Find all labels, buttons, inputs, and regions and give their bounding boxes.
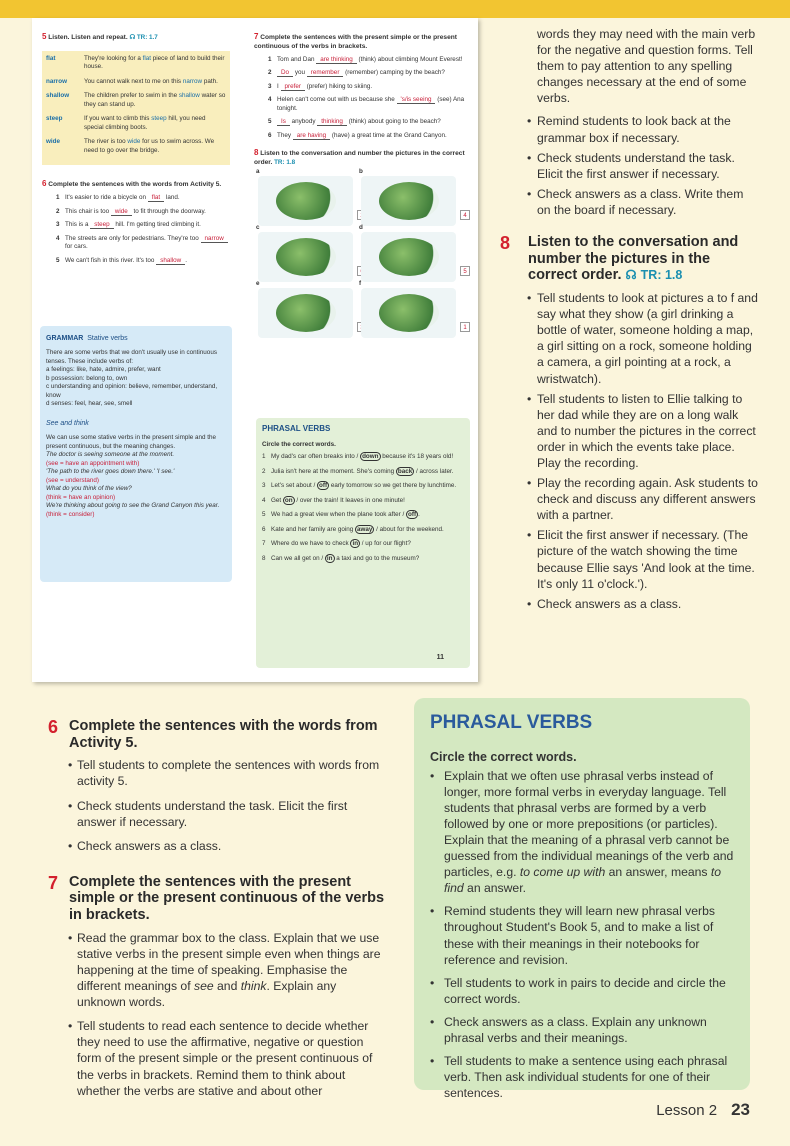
grammar-list-item: a feelings: like, hate, admire, prefer, want <box>46 366 161 374</box>
grammar-list-item: d senses: feel, hear, see, smell <box>46 400 133 408</box>
sb-phrasal-instruction: Circle the correct words. <box>262 440 336 448</box>
phrasal-circled: in <box>326 554 333 562</box>
vocab-def-highlight: steep <box>151 115 167 123</box>
ex7-post: (prefer) hiking to skiing. <box>306 82 373 90</box>
phrasal-verbs-subtitle: Circle the correct words. <box>430 750 577 765</box>
ex7-sentence <box>268 132 469 141</box>
phrasal-a: Where do we have to check <box>271 540 351 548</box>
sb-ex8-header <box>254 148 469 168</box>
picture-illustration <box>379 182 439 220</box>
phrasal-sentence <box>262 497 464 506</box>
vocab-word: wide <box>46 138 60 146</box>
sb-grammar-box <box>40 326 232 582</box>
ex6-sentence <box>56 235 232 252</box>
ex6-post: . <box>185 256 187 264</box>
vocab-def-post: piece of land to build their house. <box>84 54 225 71</box>
phrasal-circled: down <box>362 453 379 461</box>
vocab-definition <box>84 138 226 155</box>
sb-ex5-title: Listen. Listen and repeat. <box>48 34 128 41</box>
sb-grammar-subtitle: Stative verbs <box>87 335 128 342</box>
phrasal-d: because it's 18 years old! <box>380 453 454 461</box>
ex7-sentence <box>268 118 469 127</box>
page-number: 23 <box>731 1100 750 1119</box>
section-8-track: TR: 1.8 <box>640 268 683 283</box>
picture-illustration <box>276 238 336 276</box>
sb-phrasal-sentences <box>262 453 464 563</box>
phrasal-circled: off <box>319 482 328 490</box>
ex7-text <box>277 56 462 65</box>
ex6-text <box>65 221 201 230</box>
picture-answer-box: 1 <box>460 322 470 332</box>
phrasal-a: We had a great view when the plane took <box>271 511 389 519</box>
sb-grammar-ex1: The doctor is seeing someone at the moment. <box>46 451 175 459</box>
phrasal-circled: in <box>352 540 359 548</box>
ex6-answer: shallow <box>156 257 185 265</box>
ex6-answer: steep <box>90 221 113 229</box>
sb-ex8-track: TR: 1.8 <box>274 159 296 167</box>
ex6-pre: We can't fish in this river. It's too <box>65 256 157 264</box>
lesson-label: Lesson 2 <box>656 1102 718 1119</box>
section-6-bullets <box>48 757 388 853</box>
continued-bullet: • Remind students to look back at the grammar box if necessary. <box>500 113 760 145</box>
picture-label: f <box>359 280 362 288</box>
teacher-notes-bottom-left <box>48 718 388 1107</box>
phrasal-a: Julia isn't here at the moment. She's coming <box>271 467 396 475</box>
section-6-bullet: • Check answers as a class. <box>48 838 388 854</box>
ex7-answer: Is <box>277 118 290 126</box>
ex7-num: 4 <box>268 96 272 104</box>
sb-ex7-sentences <box>254 56 469 141</box>
continued-bullet: • Check answers as a class. Write them on the board if necessary. <box>500 186 760 218</box>
section-7-bullet-2: • Tell students to read each sentence to decide whether they need to use the affirmative, negative or question form of the present simple or the present continuous of the verbs in brackets. Remind them to think about whether the verbs are stative and about other <box>48 1018 388 1098</box>
vocab-def-highlight: narrow <box>182 77 203 85</box>
ex7-text <box>277 83 372 92</box>
sb-ex6-header <box>42 179 232 190</box>
phrasal-sentence <box>262 540 464 549</box>
ex7-text <box>277 96 469 113</box>
vocab-def-pre: If you want to climb this <box>84 115 152 123</box>
phrasal-circled: on <box>284 496 293 504</box>
headphones-icon: ☊ <box>625 268 637 283</box>
phrasal-d: a taxi and go to the museum? <box>334 554 420 562</box>
ex7-answer-2: remember <box>307 69 344 77</box>
vocab-definition <box>84 78 226 87</box>
phrasal-circled: away <box>357 525 373 533</box>
phrasal-sentence <box>262 468 464 477</box>
teacher-notes-right <box>500 26 760 616</box>
phrasal-b: into / <box>344 453 361 461</box>
sb-page-number: 11 <box>436 653 444 661</box>
vocab-def-pre: The river is too <box>84 138 128 146</box>
phrasal-a: My dad's car often breaks <box>271 453 345 461</box>
phrasal-verbs-bullet: • Remind students they will learn new phrasal verbs throughout Student's Book 5, and to make a list of these with their meanings in their notebooks for reference and revision. <box>430 903 734 967</box>
phrasal-circled: off <box>408 511 417 519</box>
ex6-text <box>65 208 206 217</box>
phrasal-verbs-box <box>414 698 750 1101</box>
section-8-bullets <box>500 290 760 612</box>
page-footer <box>656 1100 750 1120</box>
sb-grammar-label: GRAMMAR <box>46 335 84 342</box>
phrasal-d: early tomorrow so we get there by lunchtime. <box>329 482 457 490</box>
sb-grammar-ex1b: (see = have an appointment with) <box>46 459 140 467</box>
ex7-pre: They <box>277 131 291 139</box>
phrasal-num: 5 <box>262 511 266 519</box>
picture-a <box>256 168 353 226</box>
vocab-def-post: hill, you need special climbing boots. <box>84 115 206 131</box>
ex7-text <box>277 118 441 127</box>
phrasal-verbs-bullet: • Tell students to work in pairs to decide and circle the correct words. <box>430 975 734 1007</box>
sb-ex5-header <box>42 32 232 43</box>
ex7-pre: I <box>277 82 279 90</box>
sb-ex7-header <box>254 32 469 52</box>
vocab-def-highlight: wide <box>127 138 141 146</box>
vocab-definition <box>84 92 226 109</box>
section-8-heading <box>500 234 760 284</box>
section-6-heading <box>48 718 388 751</box>
ex7-sentence <box>268 83 469 92</box>
ex6-num: 1 <box>56 194 60 202</box>
vocab-def-post: water so they can stand up. <box>84 92 226 108</box>
picture-answer-box: 4 <box>460 210 470 220</box>
sb-vocab-box <box>42 51 230 166</box>
ex7-answer: are thinking <box>316 56 357 64</box>
continued-text: words they may need with the main verb for the negative and question forms. Tell them to pay attention to any spelling changes necessary at the end of some verbs. <box>537 27 756 106</box>
phrasal-text <box>271 453 453 462</box>
phrasal-num: 6 <box>262 525 266 533</box>
ex7-num: 5 <box>268 118 272 126</box>
section-8-bullet: • Elicit the first answer if necessary. (The picture of the watch showing the time because Ellie says 'And look at the time. It's only 11 o'clock.'). <box>500 527 760 591</box>
picture-label: a <box>256 168 260 176</box>
section-7-heading <box>48 874 388 924</box>
ex6-answer: flat <box>148 194 164 202</box>
phrasal-a: Get <box>271 496 283 504</box>
phrasal-a: Kate and her family are going <box>271 525 356 533</box>
vocab-word: narrow <box>46 77 67 85</box>
sb-ex8-title: Listen to the conversation and number the pictures in the correct order. <box>254 150 465 167</box>
section-8-title <box>528 234 760 284</box>
sb-ex7-number: 7 <box>254 32 259 41</box>
phrasal-d: / about for the weekend. <box>374 525 444 533</box>
ex7-answer: are having <box>293 132 330 140</box>
ex7-sentence <box>268 69 469 78</box>
vocab-def-pre: You cannot walk next to me on this <box>84 77 183 85</box>
sb-phrasal-box <box>256 418 470 668</box>
picture-d <box>359 224 467 282</box>
phrasal-sentence <box>262 482 464 491</box>
ex7-num: 1 <box>268 55 272 63</box>
phrasal-sentence <box>262 555 464 564</box>
vocab-word: steep <box>46 115 63 123</box>
ex7-pre: Tom and Dan <box>277 55 315 63</box>
pv-b1-it2: to find <box>444 865 722 896</box>
sb-ex6-number: 6 <box>42 179 47 189</box>
phrasal-b: about / <box>296 482 318 490</box>
picture-label: b <box>359 168 363 176</box>
phrasal-verbs-bullet-1 <box>430 768 734 897</box>
section-8-bullet: • Check answers as a class. <box>500 596 760 612</box>
vocab-row <box>46 55 226 72</box>
vocab-def-pre: They're looking for a <box>84 54 143 62</box>
phrasal-verbs-bullet: • Check answers as a class. Explain any unknown phrasal verbs and their meanings. <box>430 1014 734 1046</box>
sb-grammar-list <box>46 366 226 409</box>
ex6-sentence <box>56 221 232 230</box>
ex7-answer: prefer <box>281 83 305 91</box>
ex6-text <box>65 194 180 203</box>
phrasal-verbs-bullet: • Tell students to make a sentence using each phrasal verb. Then ask individual students for one of their sentences. <box>430 1053 734 1101</box>
continued-bullets <box>500 113 760 218</box>
vocab-def-highlight: flat <box>142 54 152 62</box>
headphones-icon: ☊ <box>129 34 136 41</box>
phrasal-sentence <box>262 511 464 520</box>
ex7-num: 3 <box>268 82 272 90</box>
section-7-bullets <box>48 930 388 1099</box>
picture-illustration <box>379 294 439 332</box>
picture-label: e <box>256 280 260 288</box>
phrasal-d: / across later. <box>414 467 454 475</box>
vocab-row <box>46 115 226 132</box>
section-7-title: Complete the sentences with the present simple or the present continuous of the verbs in brackets. <box>69 873 385 924</box>
picture-c <box>256 224 353 282</box>
phrasal-num: 2 <box>262 467 266 475</box>
phrasal-text <box>271 511 420 520</box>
phrasal-a: Let's set <box>271 482 297 490</box>
ex7-post: (think) about climbing Mount Everest! <box>358 55 463 63</box>
sb-right-column <box>254 32 469 338</box>
sb-grammar-ex4b: (think = consider) <box>46 510 95 518</box>
section-7-number: 7 <box>48 872 59 893</box>
sb-grammar-body: We can use some stative verbs in the present simple and the present continuous, but the meaning changes. <box>46 434 216 450</box>
vocab-definition <box>84 115 226 132</box>
ex6-pre: This is a <box>65 221 91 229</box>
student-book-page <box>32 18 478 682</box>
phrasal-sentence <box>262 526 464 535</box>
ex7-answer: Do <box>277 69 293 77</box>
ex7-post: you <box>294 69 305 77</box>
ex6-num: 5 <box>56 256 60 264</box>
sb-grammar-title <box>46 334 226 343</box>
phrasal-num: 3 <box>262 482 266 490</box>
ex6-text <box>65 257 187 266</box>
phrasal-d: / over the train! It leaves in one minute! <box>294 496 405 504</box>
sb-ex7-title: Complete the sentences with the present simple or the present continuous of the verbs in brackets. <box>254 34 457 50</box>
section-8-bullet: • Play the recording again. Ask students to check and discuss any different answers with a partner. <box>500 475 760 523</box>
phrasal-text <box>271 497 405 506</box>
section-8-number: 8 <box>500 233 511 254</box>
picture-e <box>256 280 353 338</box>
sb-ex8-number: 8 <box>254 148 259 158</box>
picture-b <box>359 168 467 226</box>
ex7-answer: 's/is seeing <box>397 96 436 104</box>
picture-label: c <box>256 224 260 232</box>
vocab-definition <box>84 55 226 72</box>
section-6-title: Complete the sentences with the words from Activity 5. <box>69 718 378 751</box>
phrasal-b: after / <box>388 511 407 519</box>
ex7-num: 6 <box>268 131 272 139</box>
ex6-pre: It's easier to ride a bicycle on <box>65 194 148 202</box>
ex7-pre: Helen can't come out with us because she <box>277 96 395 104</box>
ex6-pre: The streets are only for pedestrians. They're too <box>65 234 201 242</box>
sb-grammar-ex3: What do you think of the view? <box>46 485 132 493</box>
sb-grammar-ex3b: (think = have an opinion) <box>46 493 116 501</box>
pv-b1-mid: an answer, means <box>605 865 711 880</box>
sb-grammar-sub: See and think <box>46 419 89 427</box>
phrasal-verbs-bullets <box>430 768 734 1102</box>
pv-b1-it1: to come up with <box>519 865 606 880</box>
phrasal-d: / up for our flight? <box>360 540 411 548</box>
picture-label: d <box>359 224 363 232</box>
picture-illustration <box>276 294 336 332</box>
ex7-num: 2 <box>268 69 272 77</box>
phrasal-circled: back <box>397 467 413 475</box>
phrasal-num: 8 <box>262 554 266 562</box>
ex6-answer: narrow <box>201 235 228 243</box>
section-8-bullet: • Tell students to look at pictures a to f and say what they show (a girl drinking a bottle of water, someone holding a map, a girl sitting on a rock, someone holding a camera, a girl pointing at a rock, a wristwatch). <box>500 290 760 387</box>
grammar-list-item: b possession: belong to, own <box>46 374 128 382</box>
section-8-title-text: Listen to the conversation and number the pictures in the correct order. <box>528 234 739 284</box>
grammar-list-item: c understanding and opinion: believe, remember, understand, know <box>46 383 218 399</box>
ex6-num: 2 <box>56 207 60 215</box>
picture-answer-box: 5 <box>460 266 470 276</box>
ex6-post: for cars. <box>65 243 88 251</box>
ex6-pre: This chair is too <box>65 207 111 215</box>
sb-grammar-ex2: 'The path to the river goes down there.' 'I see.' <box>46 468 175 476</box>
s7-b1-think: think <box>240 979 267 994</box>
ex6-post: hill. I'm getting tired climbing it. <box>113 221 201 229</box>
sb-left-column <box>42 32 232 270</box>
pv-b1-post: an answer. <box>463 881 526 896</box>
ex7-post: (see) Ana tonight. <box>277 96 465 112</box>
picture-illustration <box>379 238 439 276</box>
ex6-text <box>65 235 232 252</box>
vocab-def-highlight: shallow <box>178 92 200 100</box>
ex7-answer-2: thinking <box>317 118 347 126</box>
sb-ex6-sentences <box>42 194 232 265</box>
vocab-row <box>46 92 226 109</box>
section-6-bullet: • Tell students to complete the sentences with words from activity 5. <box>48 757 388 789</box>
ex7-sentence <box>268 56 469 65</box>
picture-f <box>359 280 467 338</box>
phrasal-num: 4 <box>262 496 266 504</box>
picture-illustration <box>276 182 336 220</box>
phrasal-text <box>271 468 453 477</box>
ex6-sentence <box>56 257 232 266</box>
vocab-row <box>46 78 226 87</box>
phrasal-sentence <box>262 453 464 462</box>
s7-b1-pre: Read the grammar box to the class. Explain that we use stative verbs in the present simple even when things are happening at the time of speaking. Emphasise the different meanings of <box>77 930 381 994</box>
phrasal-a: Can we all get on / <box>271 554 325 562</box>
vocab-word: flat <box>46 54 56 62</box>
sb-ex8-pictures <box>254 168 469 338</box>
phrasal-text <box>271 526 444 535</box>
vocab-def-pre: The children prefer to swim in the <box>84 92 179 100</box>
phrasal-text <box>271 555 419 564</box>
phrasal-text <box>271 482 456 491</box>
section-8-bullet: • Tell students to listen to Ellie talking to her dad while they are on a long walk and to number the pictures in the correct order in which the events take place. Play the recording. <box>500 391 760 471</box>
s7-b1-see: see <box>193 979 214 994</box>
phrasal-verbs-title: PHRASAL VERBS <box>430 712 593 733</box>
ex6-sentence <box>56 208 232 217</box>
phrasal-num: 7 <box>262 540 266 548</box>
pv-b1-pre: Explain that we often use phrasal verbs instead of longer, more formal verbs in everyday language. Tell students that phrasal verbs are formed by a verb followed by one or more prepositions (or particles). Explain that the meaning of a phrasal verb cannot be guessed from the individual meanings of the verb and particles, e.g. <box>444 768 734 880</box>
phrasal-num: 1 <box>262 453 266 461</box>
ex6-answer: wide <box>111 208 132 216</box>
ex6-num: 4 <box>56 234 60 242</box>
sb-ex5-track: TR: 1.7 <box>136 34 158 41</box>
ex6-post: to fit through the doorway. <box>131 207 206 215</box>
ex6-post: land. <box>164 194 180 202</box>
continued-bullet: • Check students understand the task. Elicit the first answer if necessary. <box>500 150 760 182</box>
vocab-word: shallow <box>46 92 70 100</box>
sb-grammar-intro: There are some verbs that we don't usually use in continuous tenses. These include verbs of: <box>46 349 217 365</box>
phrasal-d: . <box>418 511 420 519</box>
section-6-bullet: • Check students understand the task. Elicit the first answer if necessary. <box>48 798 388 830</box>
ex6-sentence <box>56 194 232 203</box>
section-7-bullet-1 <box>48 930 388 1010</box>
s7-b1-and: and <box>213 979 241 994</box>
s7-b1-post: . Explain any unknown words. <box>77 979 337 1010</box>
top-color-bar <box>0 0 790 18</box>
ex7-post: anybody <box>291 118 316 126</box>
sb-ex6-title: Complete the sentences with the words from Activity 5. <box>48 181 222 189</box>
ex7-post: (have) a great time at the Grand Canyon. <box>331 131 447 139</box>
ex7-post-2: (remember) camping by the beach? <box>345 69 445 77</box>
sb-ex5-number: 5 <box>42 32 47 41</box>
phrasal-text <box>271 540 411 549</box>
vocab-def-post: path. <box>202 77 218 85</box>
ex7-text <box>277 132 447 141</box>
ex7-sentence <box>268 96 469 113</box>
sb-phrasal-title: PHRASAL VERBS <box>262 424 331 433</box>
ex7-post-2: (think) about going to the beach? <box>348 118 441 126</box>
vocab-row <box>46 138 226 155</box>
sb-grammar-ex2b: (see = understand) <box>46 476 100 484</box>
sb-grammar-ex4: We're thinking about going to see the Grand Canyon this year. <box>46 502 220 510</box>
section-6-number: 6 <box>48 717 59 737</box>
vocab-def-post: for us to swim across. We need to go over the bridge. <box>84 138 215 154</box>
ex7-text <box>277 69 445 78</box>
ex6-num: 3 <box>56 221 60 229</box>
